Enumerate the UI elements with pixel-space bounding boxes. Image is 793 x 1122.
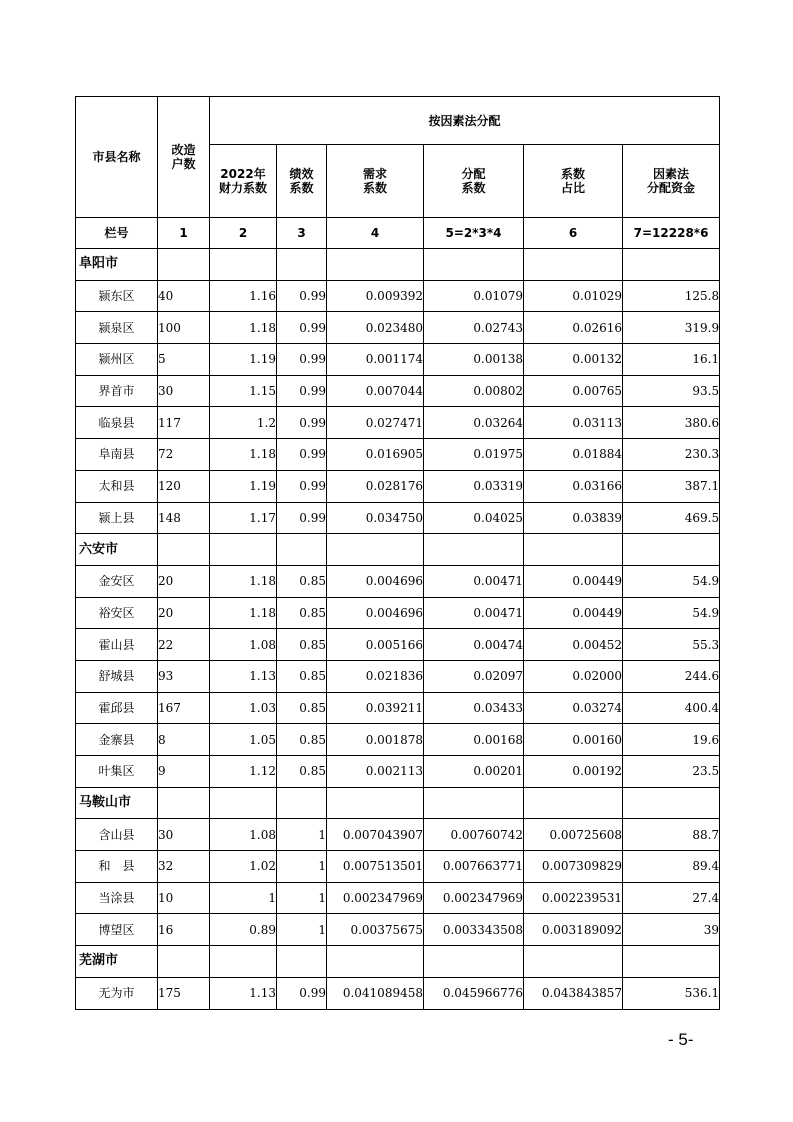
column-number-7: 7=12228*6 <box>623 218 720 249</box>
demand-coef-cell: 0.005166 <box>327 629 424 661</box>
table-row <box>76 470 720 502</box>
column-number-row <box>76 218 720 249</box>
coef-share-cell: 0.01029 <box>524 280 623 312</box>
fiscal-coef-cell: 1.15 <box>210 375 277 407</box>
county-name-cell: 博望区 <box>76 914 158 946</box>
perf-coef-cell: 1 <box>277 851 327 883</box>
header-share-line2: 占比 <box>560 181 585 195</box>
coef-share-cell: 0.003189092 <box>524 914 623 946</box>
empty-cell <box>158 249 210 281</box>
coef-share-cell: 0.00160 <box>524 724 623 756</box>
coef-share-cell: 0.03113 <box>524 407 623 439</box>
alloc-coef-cell: 0.03319 <box>424 470 524 502</box>
county-name-cell: 临泉县 <box>76 407 158 439</box>
table-row <box>76 724 720 756</box>
empty-cell <box>277 534 327 566</box>
demand-coef-cell: 0.034750 <box>327 502 424 534</box>
perf-coef-cell: 0.85 <box>277 724 327 756</box>
city-group-row <box>76 249 720 281</box>
perf-coef-cell: 1 <box>277 882 327 914</box>
alloc-fund-cell: 54.9 <box>623 597 720 629</box>
alloc-fund-cell: 88.7 <box>623 819 720 851</box>
alloc-coef-cell: 0.003343508 <box>424 914 524 946</box>
alloc-fund-cell: 244.6 <box>623 660 720 692</box>
demand-coef-cell: 0.004696 <box>327 597 424 629</box>
alloc-fund-cell: 380.6 <box>623 407 720 439</box>
county-name-cell: 霍邱县 <box>76 692 158 724</box>
coef-share-cell: 0.03166 <box>524 470 623 502</box>
perf-coef-cell: 0.99 <box>277 977 327 1009</box>
header-demand-line2: 系数 <box>362 181 387 195</box>
demand-coef-cell: 0.007513501 <box>327 851 424 883</box>
coef-share-cell: 0.02000 <box>524 660 623 692</box>
empty-cell <box>424 946 524 978</box>
county-name-cell: 霍山县 <box>76 629 158 661</box>
coef-share-cell: 0.002239531 <box>524 882 623 914</box>
coef-share-cell: 0.00449 <box>524 597 623 629</box>
empty-cell <box>623 946 720 978</box>
renovation-units-cell: 8 <box>158 724 210 756</box>
renovation-units-cell: 10 <box>158 882 210 914</box>
renovation-units-cell: 30 <box>158 375 210 407</box>
fiscal-coef-cell: 1.12 <box>210 756 277 788</box>
fiscal-coef-cell: 1.18 <box>210 439 277 471</box>
alloc-fund-cell: 93.5 <box>623 375 720 407</box>
renovation-units-cell: 20 <box>158 597 210 629</box>
header-alloc-line1: 分配 <box>461 167 486 181</box>
perf-coef-cell: 0.99 <box>277 502 327 534</box>
fiscal-coef-cell: 1.08 <box>210 819 277 851</box>
header-perf-coef <box>277 145 327 218</box>
table-row <box>76 597 720 629</box>
empty-cell <box>277 787 327 819</box>
county-name-cell: 颍泉区 <box>76 312 158 344</box>
header-alloc-line2: 系数 <box>461 181 486 195</box>
county-name-cell: 无为市 <box>76 977 158 1009</box>
table-row <box>76 280 720 312</box>
header-alloc-coef <box>424 145 524 218</box>
alloc-fund-cell: 54.9 <box>623 565 720 597</box>
renovation-units-cell: 32 <box>158 851 210 883</box>
demand-coef-cell: 0.001878 <box>327 724 424 756</box>
fiscal-coef-cell: 1.18 <box>210 312 277 344</box>
city-group-row <box>76 534 720 566</box>
alloc-fund-cell: 55.3 <box>623 629 720 661</box>
table-row <box>76 312 720 344</box>
alloc-coef-cell: 0.00168 <box>424 724 524 756</box>
alloc-coef-cell: 0.04025 <box>424 502 524 534</box>
perf-coef-cell: 0.99 <box>277 375 327 407</box>
fiscal-coef-cell: 1.18 <box>210 597 277 629</box>
column-number-5: 5=2*3*4 <box>424 218 524 249</box>
demand-coef-cell: 0.027471 <box>327 407 424 439</box>
empty-cell <box>623 787 720 819</box>
alloc-fund-cell: 27.4 <box>623 882 720 914</box>
perf-coef-cell: 0.99 <box>277 439 327 471</box>
empty-cell <box>424 787 524 819</box>
header-fiscal-coef <box>210 145 277 218</box>
coef-share-cell: 0.01884 <box>524 439 623 471</box>
demand-coef-cell: 0.039211 <box>327 692 424 724</box>
county-name-cell: 颍上县 <box>76 502 158 534</box>
fiscal-coef-cell: 1.08 <box>210 629 277 661</box>
table-row <box>76 914 720 946</box>
fiscal-coef-cell: 1.13 <box>210 660 277 692</box>
alloc-coef-cell: 0.007663771 <box>424 851 524 883</box>
demand-coef-cell: 0.002113 <box>327 756 424 788</box>
demand-coef-cell: 0.023480 <box>327 312 424 344</box>
header-fund-line1: 因素法 <box>653 167 690 181</box>
alloc-coef-cell: 0.03433 <box>424 692 524 724</box>
renovation-units-cell: 175 <box>158 977 210 1009</box>
header-fiscal-line1: 2022年 <box>220 167 266 181</box>
county-name-cell: 界首市 <box>76 375 158 407</box>
perf-coef-cell: 0.99 <box>277 344 327 376</box>
alloc-coef-cell: 0.02097 <box>424 660 524 692</box>
header-share-line1: 系数 <box>560 167 585 181</box>
header-units-line2: 户数 <box>171 157 196 171</box>
empty-cell <box>158 946 210 978</box>
county-name-cell: 阜南县 <box>76 439 158 471</box>
demand-coef-cell: 0.028176 <box>327 470 424 502</box>
demand-coef-cell: 0.001174 <box>327 344 424 376</box>
alloc-fund-cell: 319.9 <box>623 312 720 344</box>
table-row <box>76 407 720 439</box>
county-name-cell: 舒城县 <box>76 660 158 692</box>
perf-coef-cell: 0.85 <box>277 756 327 788</box>
fiscal-coef-cell: 1.05 <box>210 724 277 756</box>
demand-coef-cell: 0.016905 <box>327 439 424 471</box>
city-name: 阜阳市 <box>76 249 158 281</box>
coef-share-cell: 0.00192 <box>524 756 623 788</box>
empty-cell <box>158 534 210 566</box>
alloc-fund-cell: 23.5 <box>623 756 720 788</box>
empty-cell <box>524 787 623 819</box>
renovation-units-cell: 9 <box>158 756 210 788</box>
renovation-units-cell: 148 <box>158 502 210 534</box>
empty-cell <box>524 946 623 978</box>
city-name: 马鞍山市 <box>76 787 158 819</box>
table-row <box>76 629 720 661</box>
demand-coef-cell: 0.041089458 <box>327 977 424 1009</box>
fiscal-coef-cell: 1.19 <box>210 344 277 376</box>
city-name: 芜湖市 <box>76 946 158 978</box>
county-name-cell: 颍东区 <box>76 280 158 312</box>
alloc-fund-cell: 536.1 <box>623 977 720 1009</box>
fiscal-coef-cell: 1.02 <box>210 851 277 883</box>
demand-coef-cell: 0.007044 <box>327 375 424 407</box>
coef-share-cell: 0.00132 <box>524 344 623 376</box>
column-number-label: 栏号 <box>76 218 158 249</box>
column-number-3: 3 <box>277 218 327 249</box>
table-row <box>76 882 720 914</box>
empty-cell <box>277 946 327 978</box>
city-group-row <box>76 787 720 819</box>
alloc-fund-cell: 400.4 <box>623 692 720 724</box>
fiscal-coef-cell: 1.2 <box>210 407 277 439</box>
empty-cell <box>524 249 623 281</box>
coef-share-cell: 0.00449 <box>524 565 623 597</box>
alloc-fund-cell: 39 <box>623 914 720 946</box>
empty-cell <box>623 534 720 566</box>
fiscal-coef-cell: 1.13 <box>210 977 277 1009</box>
alloc-fund-cell: 230.3 <box>623 439 720 471</box>
demand-coef-cell: 0.00375675 <box>327 914 424 946</box>
coef-share-cell: 0.03839 <box>524 502 623 534</box>
fiscal-coef-cell: 1.03 <box>210 692 277 724</box>
demand-coef-cell: 0.021836 <box>327 660 424 692</box>
fiscal-coef-cell: 1.16 <box>210 280 277 312</box>
perf-coef-cell: 0.99 <box>277 470 327 502</box>
page-number: - 5- <box>668 1030 694 1049</box>
alloc-coef-cell: 0.01975 <box>424 439 524 471</box>
alloc-fund-cell: 125.8 <box>623 280 720 312</box>
perf-coef-cell: 0.99 <box>277 312 327 344</box>
table-row <box>76 375 720 407</box>
table-row <box>76 692 720 724</box>
county-name-cell: 金寨县 <box>76 724 158 756</box>
empty-cell <box>424 249 524 281</box>
header-perf-line1: 绩效 <box>289 167 314 181</box>
alloc-fund-cell: 89.4 <box>623 851 720 883</box>
alloc-coef-cell: 0.01079 <box>424 280 524 312</box>
empty-cell <box>327 249 424 281</box>
empty-cell <box>524 534 623 566</box>
alloc-coef-cell: 0.00802 <box>424 375 524 407</box>
fiscal-coef-cell: 1.17 <box>210 502 277 534</box>
empty-cell <box>210 946 277 978</box>
city-group-row <box>76 946 720 978</box>
alloc-fund-cell: 16.1 <box>623 344 720 376</box>
alloc-fund-cell: 19.6 <box>623 724 720 756</box>
alloc-fund-cell: 469.5 <box>623 502 720 534</box>
alloc-coef-cell: 0.03264 <box>424 407 524 439</box>
table-row <box>76 344 720 376</box>
table-row <box>76 819 720 851</box>
coef-share-cell: 0.00452 <box>524 629 623 661</box>
empty-cell <box>210 787 277 819</box>
coef-share-cell: 0.00725608 <box>524 819 623 851</box>
header-factor-method: 按因素法分配 <box>210 97 720 145</box>
county-name-cell: 金安区 <box>76 565 158 597</box>
renovation-units-cell: 120 <box>158 470 210 502</box>
renovation-units-cell: 16 <box>158 914 210 946</box>
county-name-cell: 和 县 <box>76 851 158 883</box>
fiscal-coef-cell: 1.18 <box>210 565 277 597</box>
perf-coef-cell: 0.85 <box>277 692 327 724</box>
demand-coef-cell: 0.009392 <box>327 280 424 312</box>
table-row <box>76 756 720 788</box>
demand-coef-cell: 0.007043907 <box>327 819 424 851</box>
column-number-1: 1 <box>158 218 210 249</box>
empty-cell <box>424 534 524 566</box>
column-number-2: 2 <box>210 218 277 249</box>
column-number-4: 4 <box>327 218 424 249</box>
county-name-cell: 含山县 <box>76 819 158 851</box>
table-row <box>76 977 720 1009</box>
county-name-cell: 颍州区 <box>76 344 158 376</box>
county-name-cell: 裕安区 <box>76 597 158 629</box>
table-row <box>76 439 720 471</box>
renovation-units-cell: 93 <box>158 660 210 692</box>
column-number-6: 6 <box>524 218 623 249</box>
header-units-line1: 改造 <box>171 143 196 157</box>
demand-coef-cell: 0.004696 <box>327 565 424 597</box>
header-alloc-fund <box>623 145 720 218</box>
table-row <box>76 660 720 692</box>
alloc-coef-cell: 0.02743 <box>424 312 524 344</box>
perf-coef-cell: 1 <box>277 819 327 851</box>
coef-share-cell: 0.007309829 <box>524 851 623 883</box>
alloc-fund-cell: 387.1 <box>623 470 720 502</box>
header-units <box>158 97 210 218</box>
fiscal-coef-cell: 1.19 <box>210 470 277 502</box>
allocation-table <box>75 96 720 1010</box>
empty-cell <box>277 249 327 281</box>
header-coef-share <box>524 145 623 218</box>
perf-coef-cell: 0.85 <box>277 597 327 629</box>
alloc-coef-cell: 0.00471 <box>424 565 524 597</box>
perf-coef-cell: 0.99 <box>277 407 327 439</box>
renovation-units-cell: 30 <box>158 819 210 851</box>
renovation-units-cell: 40 <box>158 280 210 312</box>
header-county-name: 市县名称 <box>76 97 158 218</box>
perf-coef-cell: 0.85 <box>277 629 327 661</box>
perf-coef-cell: 0.99 <box>277 280 327 312</box>
header-demand-line1: 需求 <box>362 167 387 181</box>
renovation-units-cell: 100 <box>158 312 210 344</box>
perf-coef-cell: 0.85 <box>277 660 327 692</box>
perf-coef-cell: 0.85 <box>277 565 327 597</box>
perf-coef-cell: 1 <box>277 914 327 946</box>
alloc-coef-cell: 0.00138 <box>424 344 524 376</box>
alloc-coef-cell: 0.045966776 <box>424 977 524 1009</box>
empty-cell <box>210 249 277 281</box>
renovation-units-cell: 117 <box>158 407 210 439</box>
demand-coef-cell: 0.002347969 <box>327 882 424 914</box>
renovation-units-cell: 20 <box>158 565 210 597</box>
alloc-coef-cell: 0.002347969 <box>424 882 524 914</box>
renovation-units-cell: 5 <box>158 344 210 376</box>
city-name: 六安市 <box>76 534 158 566</box>
alloc-coef-cell: 0.00474 <box>424 629 524 661</box>
empty-cell <box>158 787 210 819</box>
fiscal-coef-cell: 0.89 <box>210 914 277 946</box>
header-perf-line2: 系数 <box>289 181 314 195</box>
empty-cell <box>210 534 277 566</box>
county-name-cell: 叶集区 <box>76 756 158 788</box>
alloc-coef-cell: 0.00471 <box>424 597 524 629</box>
table-row <box>76 851 720 883</box>
coef-share-cell: 0.02616 <box>524 312 623 344</box>
empty-cell <box>327 787 424 819</box>
header-fiscal-line2: 财力系数 <box>218 181 267 195</box>
county-name-cell: 当涂县 <box>76 882 158 914</box>
alloc-coef-cell: 0.00201 <box>424 756 524 788</box>
table-row <box>76 565 720 597</box>
empty-cell <box>327 946 424 978</box>
renovation-units-cell: 167 <box>158 692 210 724</box>
coef-share-cell: 0.00765 <box>524 375 623 407</box>
renovation-units-cell: 72 <box>158 439 210 471</box>
empty-cell <box>623 249 720 281</box>
empty-cell <box>327 534 424 566</box>
table-row <box>76 502 720 534</box>
county-name-cell: 太和县 <box>76 470 158 502</box>
coef-share-cell: 0.043843857 <box>524 977 623 1009</box>
header-fund-line2: 分配资金 <box>647 181 696 195</box>
alloc-coef-cell: 0.00760742 <box>424 819 524 851</box>
renovation-units-cell: 22 <box>158 629 210 661</box>
coef-share-cell: 0.03274 <box>524 692 623 724</box>
fiscal-coef-cell: 1 <box>210 882 277 914</box>
header-demand-coef <box>327 145 424 218</box>
